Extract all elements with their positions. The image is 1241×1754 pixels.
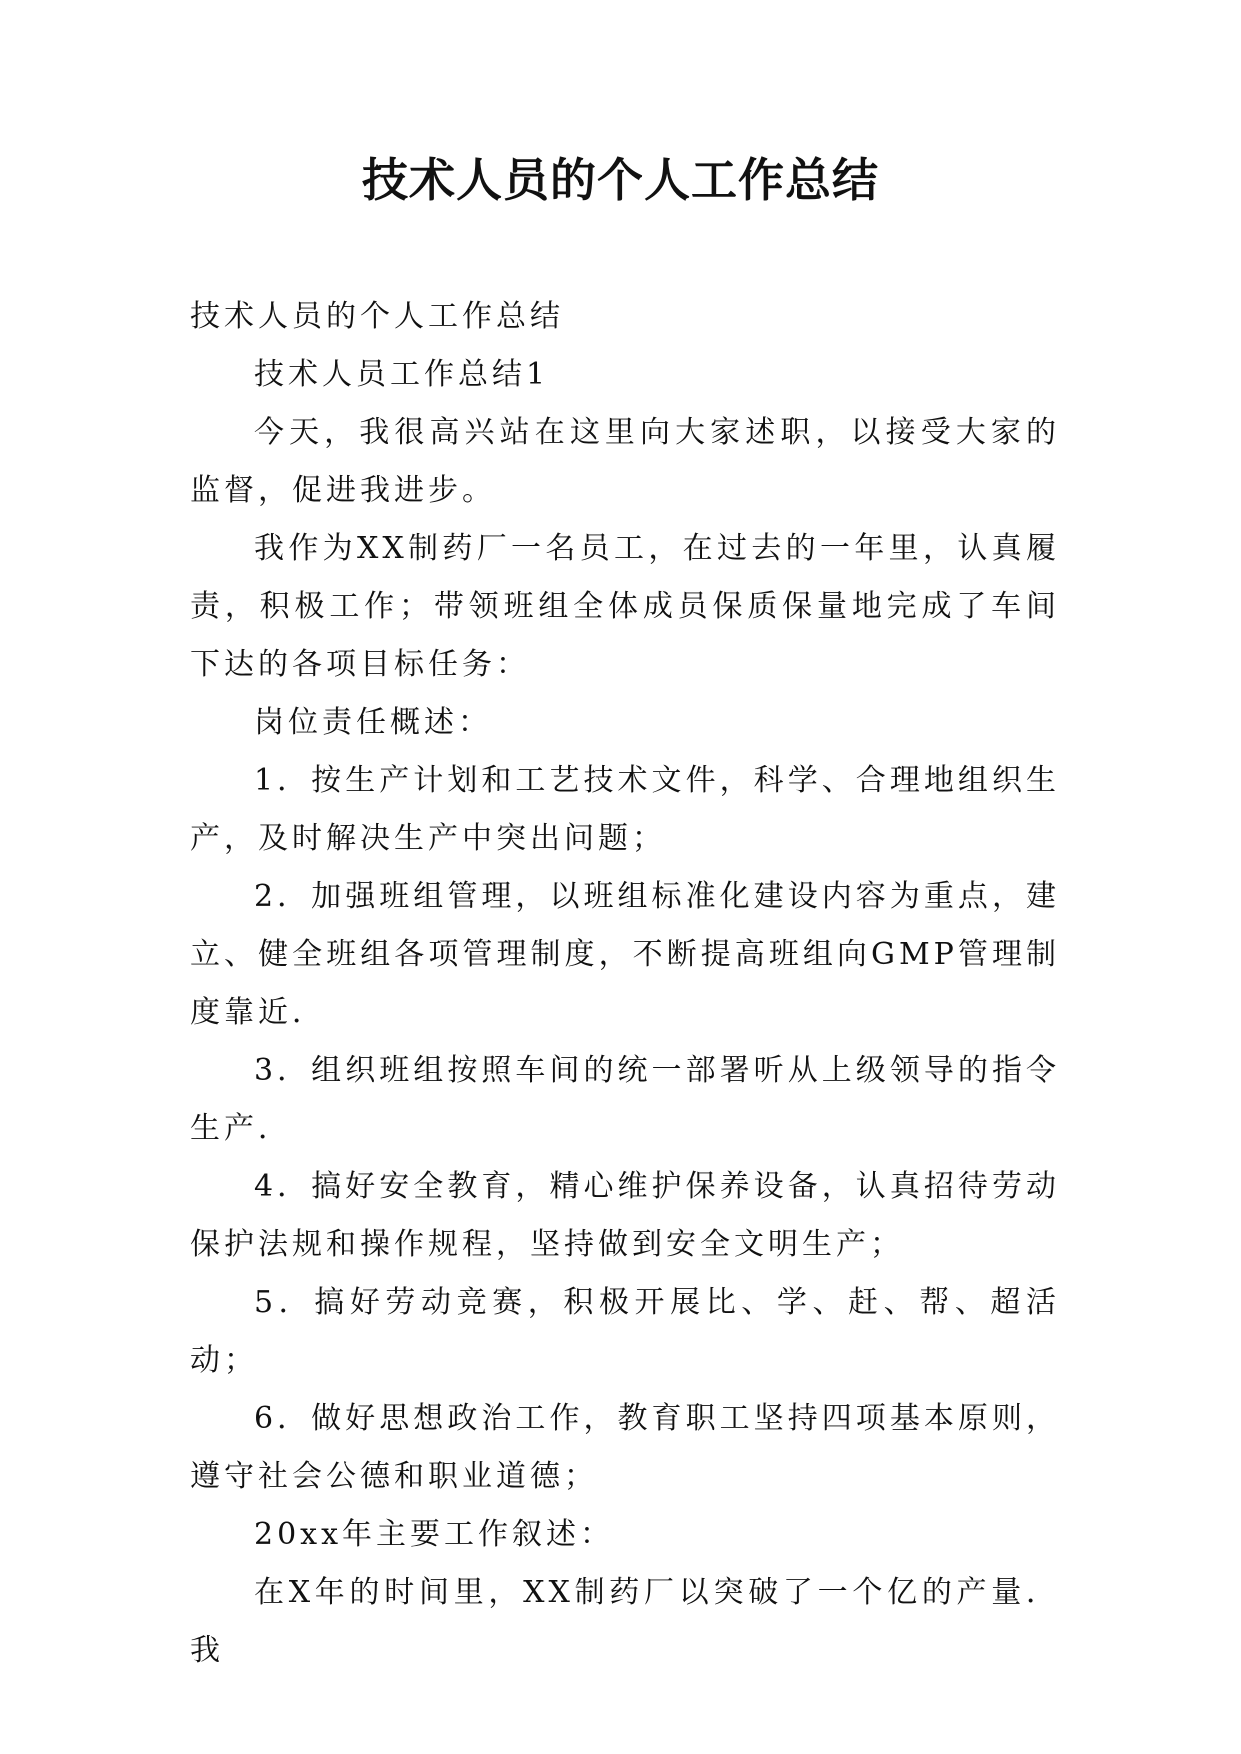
paragraph-duties-heading: 岗位责任概述： bbox=[254, 705, 492, 740]
paragraph-role: 我作为XX制药厂一名员工，在过去的一年里，认真履责，积极工作；带领班组全体成员保质保量地完成了车间下达的各项目标任务： bbox=[190, 531, 1060, 682]
paragraph-duty-4: 4．搞好安全教育，精心维护保养设备，认真招待劳动保护法规和操作规程，坚持做到安全文明生产； bbox=[190, 1169, 1060, 1262]
paragraph-duty-3: 3．组织班组按照车间的统一部署听从上级领导的指令生产． bbox=[190, 1053, 1060, 1146]
paragraph-subheading: 技术人员工作总结1 bbox=[254, 357, 550, 392]
paragraph-duty-5: 5．搞好劳动竞赛，积极开展比、学、赶、帮、超活动； bbox=[190, 1285, 1060, 1378]
paragraph-intro: 今天，我很高兴站在这里向大家述职，以接受大家的监督，促进我进步。 bbox=[190, 415, 1060, 508]
document-title: 技术人员的个人工作总结 bbox=[362, 153, 879, 207]
paragraph-work-summary: 在X年的时间里，XX制药厂以突破了一个亿的产量．我 bbox=[190, 1575, 1060, 1668]
paragraph-duty-1: 1．按生产计划和工艺技术文件，科学、合理地组织生产，及时解决生产中突出问题； bbox=[190, 763, 1060, 856]
paragraph-heading: 技术人员的个人工作总结 bbox=[190, 299, 564, 334]
document-body bbox=[190, 288, 1060, 1680]
paragraph-duty-6: 6．做好思想政治工作，教育职工坚持四项基本原则，遵守社会公德和职业道德； bbox=[190, 1401, 1060, 1494]
paragraph-duty-2: 2．加强班组管理，以班组标准化建设内容为重点，建立、健全班组各项管理制度，不断提高班组向GMP管理制度靠近． bbox=[190, 879, 1060, 1030]
paragraph-work-heading: 20xx年主要工作叙述： bbox=[254, 1517, 615, 1552]
